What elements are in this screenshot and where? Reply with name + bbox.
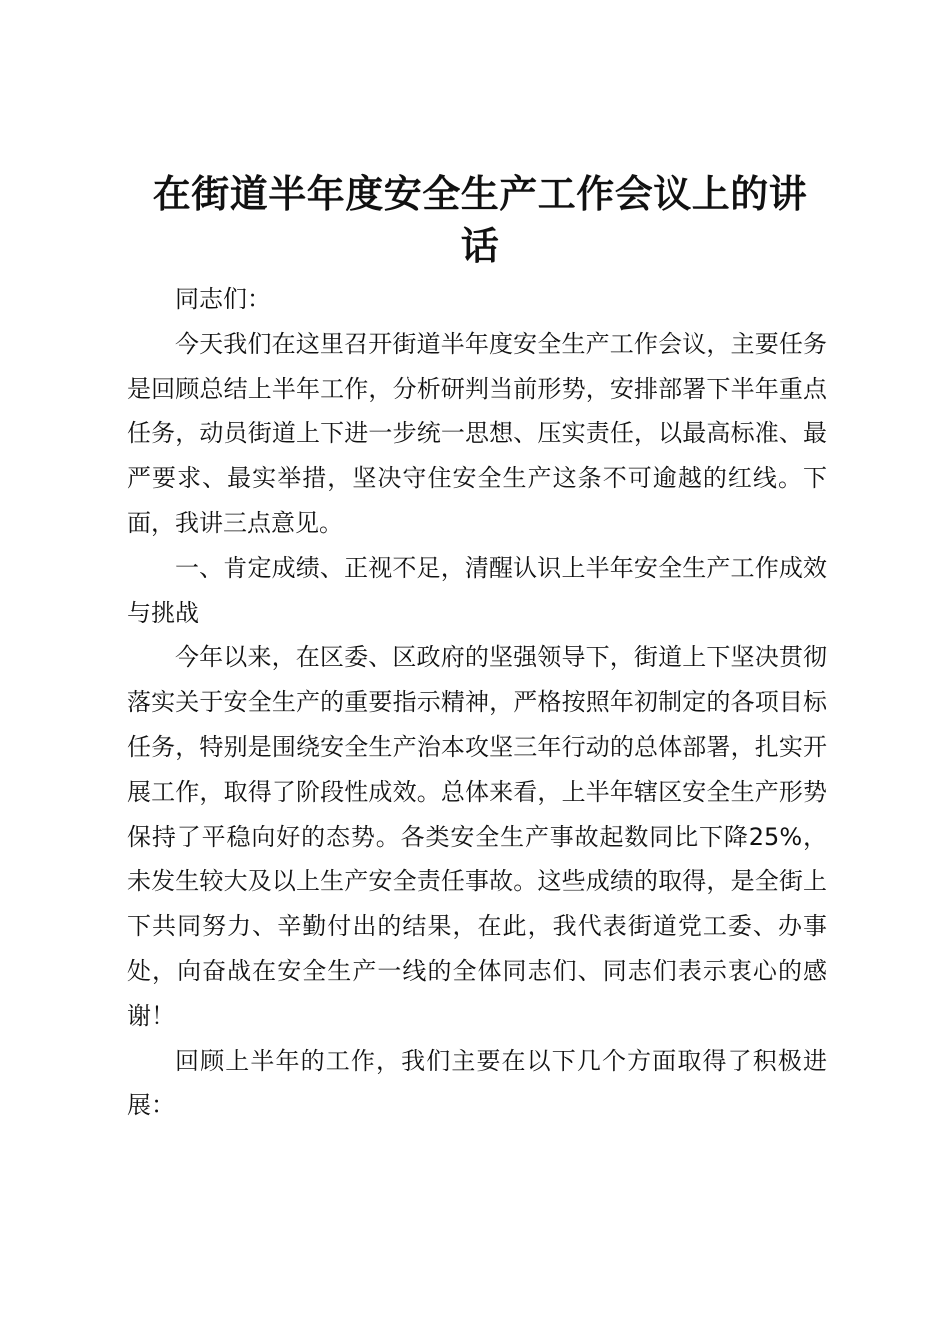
salutation: 同志们：	[175, 285, 271, 313]
paragraph-intro: 今天我们在这里召开街道半年度安全生产工作会议，主要任务是回顾总结上半年工作，分析研判当前形势，安排部署下半年重点任务，动员街道上下进一步统一思想、压实责任，以最高标准、最严要求、最实举措，坚决守住安全生产这条不可逾越的红线。下面，我讲三点意见。	[127, 329, 827, 537]
document-title	[110, 168, 850, 272]
title-line-2: 话	[460, 224, 500, 268]
document-body	[127, 277, 827, 1128]
title-line-1: 在街道半年度安全生产工作会议上的讲	[152, 172, 808, 216]
paragraph-achievements: 今年以来，在区委、区政府的坚强领导下，街道上下坚决贯彻落实关于安全生产的重要指示精神，严格按照年初制定的各项目标任务，特别是围绕安全生产治本攻坚三年行动的总体部署，扎实开展工作，取得了阶段性成效。总体来看，上半年辖区安全生产形势保持了平稳向好的态势。各类安全生产事故起数同比下降25%，未发生较大及以上生产安全责任事故。这些成绩的取得，是全街上下共同努力、辛勤付出的结果，在此，我代表街道党工委、办事处，向奋战在安全生产一线的全体同志们、同志们表示衷心的感谢！	[127, 643, 827, 1030]
paragraph-review: 回顾上半年的工作，我们主要在以下几个方面取得了积极进展：	[127, 1046, 827, 1120]
section-heading-1: 一、肯定成绩、正视不足，清醒认识上半年安全生产工作成效与挑战	[127, 553, 827, 627]
